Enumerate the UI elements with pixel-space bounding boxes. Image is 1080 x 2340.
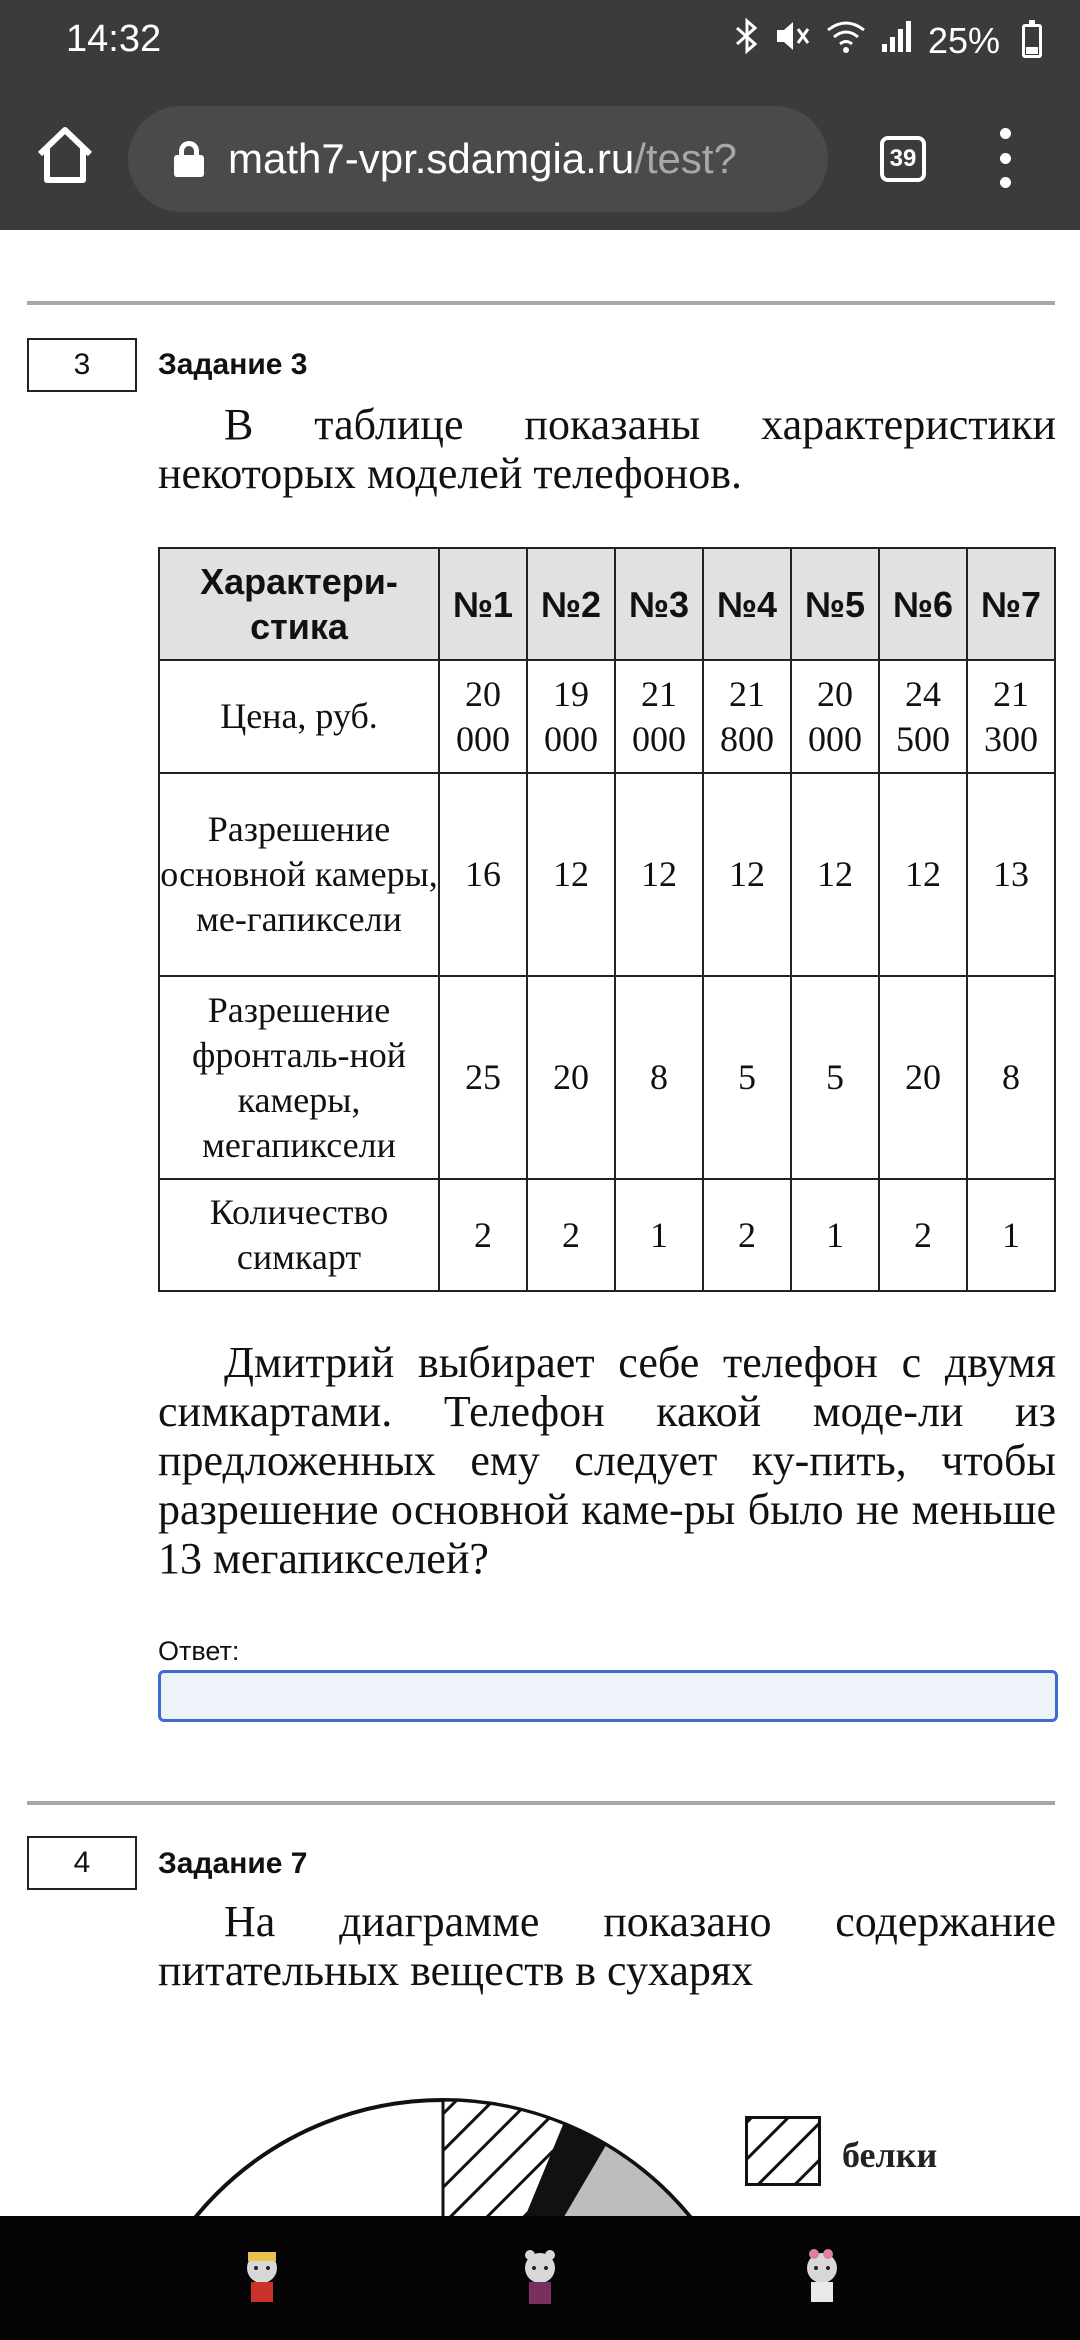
table-header-cell: №6 <box>879 548 967 660</box>
table-cell: 20 000 <box>439 660 527 773</box>
table-header-row <box>159 548 1055 660</box>
table-cell: 8 <box>615 976 703 1179</box>
phone-specs-table <box>158 547 1056 1292</box>
table-cell: 21 800 <box>703 660 791 773</box>
table-row-label: Разрешение основной камеры, ме-гапиксели <box>159 773 439 976</box>
table-cell: 20 000 <box>791 660 879 773</box>
legend-label: белки <box>842 2135 938 2175</box>
divider <box>27 1801 1055 1805</box>
divider <box>27 301 1055 305</box>
table-cell: 12 <box>879 773 967 976</box>
table-cell: 21 000 <box>615 660 703 773</box>
table-cell: 19 000 <box>527 660 615 773</box>
table-cell: 13 <box>967 773 1055 976</box>
mascot-icon[interactable] <box>792 2246 852 2314</box>
table-header-cell: №7 <box>967 548 1055 660</box>
wifi-icon <box>826 18 866 63</box>
table-row <box>159 1179 1055 1291</box>
bottom-navigation-bar <box>0 2216 1080 2340</box>
mascot-icon[interactable] <box>232 2246 292 2314</box>
browser-toolbar <box>0 88 1080 230</box>
table-row <box>159 773 1055 976</box>
table-cell: 21 300 <box>967 660 1055 773</box>
bluetooth-icon <box>734 18 760 63</box>
table-cell: 25 <box>439 976 527 1179</box>
table-cell: 1 <box>615 1179 703 1291</box>
url-host: math7-vpr.sdamgia.ru <box>228 135 635 182</box>
answer-input[interactable] <box>158 1670 1058 1722</box>
table-cell: 2 <box>527 1179 615 1291</box>
table-row-label: Цена, руб. <box>159 660 439 773</box>
signal-icon <box>880 18 914 63</box>
table-row <box>159 976 1055 1179</box>
task-intro: В таблице показаны характеристики некоторых моделей телефонов. <box>158 400 1056 498</box>
table-cell: 12 <box>615 773 703 976</box>
table-cell: 16 <box>439 773 527 976</box>
menu-dot-icon <box>1000 177 1011 188</box>
table-cell: 12 <box>527 773 615 976</box>
task-title: Задание 7 <box>158 1847 308 1880</box>
battery-icon <box>1022 24 1042 58</box>
task-number-box: 3 <box>27 338 137 392</box>
mascot-icon[interactable] <box>510 2246 570 2314</box>
legend-swatch-hatched <box>745 2116 821 2186</box>
table-header-cell: №3 <box>615 548 703 660</box>
status-bar <box>0 0 1080 88</box>
table-cell: 2 <box>439 1179 527 1291</box>
url-bar[interactable] <box>128 106 828 212</box>
status-icons <box>734 18 1042 63</box>
tab-switcher-button[interactable] <box>880 136 926 182</box>
table-cell: 2 <box>879 1179 967 1291</box>
menu-dot-icon <box>1000 128 1011 139</box>
table-cell: 2 <box>703 1179 791 1291</box>
task-question: Дмитрий выбирает себе телефон с двумя симкартами. Телефон какой моде-ли из предложенных ему следует ку-пить, чтобы разрешение основной каме-ры было не меньше 13 мегапикселей? <box>158 1338 1056 1583</box>
status-time: 14:32 <box>66 18 162 60</box>
nutrient-pie-chart <box>0 2040 1080 2216</box>
table-cell: 12 <box>791 773 879 976</box>
table-row <box>159 660 1055 773</box>
table-header-cell: №5 <box>791 548 879 660</box>
table-header-cell: Характери-стика <box>159 548 439 660</box>
menu-dot-icon <box>1000 153 1011 164</box>
table-row-label: Количество симкарт <box>159 1179 439 1291</box>
table-header-cell: №1 <box>439 548 527 660</box>
answer-label: Ответ: <box>158 1636 240 1666</box>
table-cell: 1 <box>967 1179 1055 1291</box>
home-button[interactable] <box>30 120 100 190</box>
table-cell: 12 <box>703 773 791 976</box>
table-cell: 1 <box>791 1179 879 1291</box>
lock-icon <box>174 141 204 177</box>
home-icon <box>30 120 100 190</box>
table-cell: 5 <box>703 976 791 1179</box>
mute-icon <box>774 18 812 63</box>
table-cell: 5 <box>791 976 879 1179</box>
table-cell: 24 500 <box>879 660 967 773</box>
tab-count: 39 <box>889 145 917 172</box>
battery-percent: 25% <box>927 19 1000 61</box>
table-cell: 20 <box>879 976 967 1179</box>
table-header-cell: №4 <box>703 548 791 660</box>
table-cell: 8 <box>967 976 1055 1179</box>
more-menu-button[interactable] <box>990 128 1020 188</box>
table-cell: 20 <box>527 976 615 1179</box>
url-path: /test? <box>634 135 737 182</box>
table-row-label: Разрешение фронталь-ной камеры, мегапиксели <box>159 976 439 1179</box>
task-title: Задание 3 <box>158 348 308 381</box>
task-intro: На диаграмме показано содержание питательных веществ в сухарях <box>158 1897 1056 1995</box>
task-number-box: 4 <box>27 1836 137 1890</box>
table-header-cell: №2 <box>527 548 615 660</box>
